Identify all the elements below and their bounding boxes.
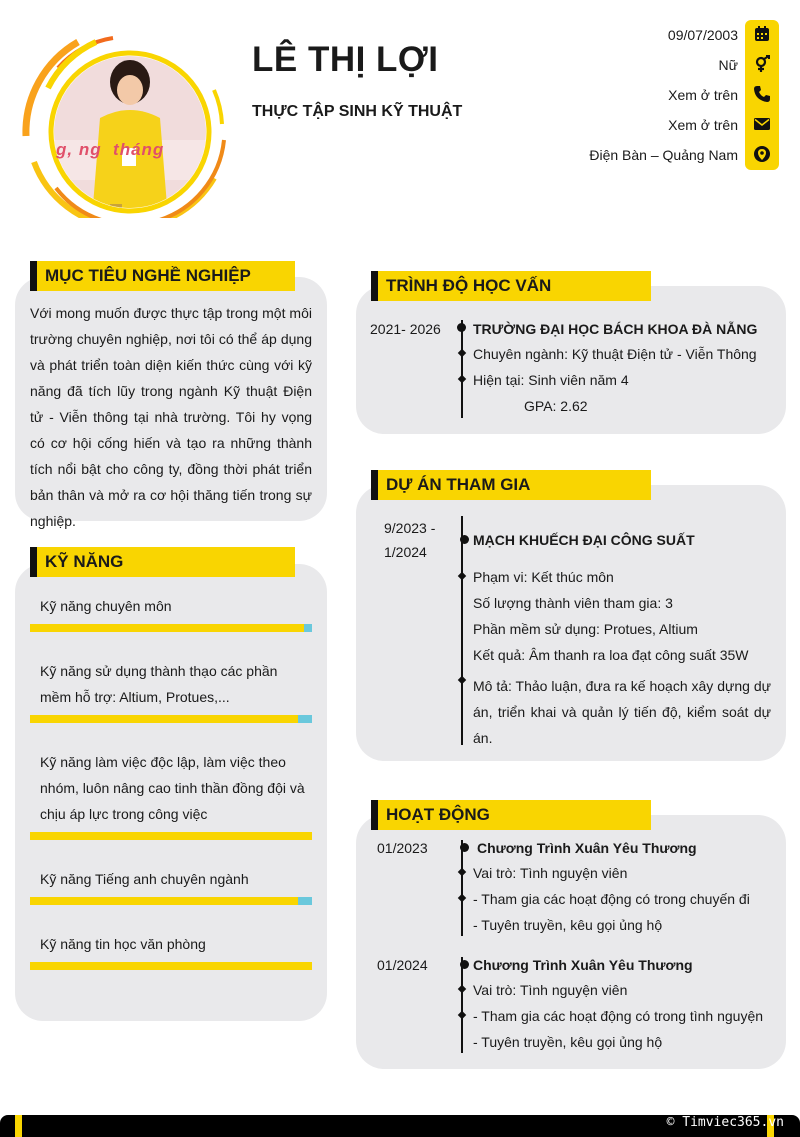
objective-heading: MỤC TIÊU NGHỀ NGHIỆP (30, 261, 295, 291)
skill-level-fill (30, 715, 298, 723)
skill-level-fill (30, 832, 312, 840)
phone-icon (753, 85, 771, 103)
location-icon (753, 145, 771, 163)
footer-bar (0, 1115, 800, 1137)
skill-level-fill (30, 962, 312, 970)
skill-label: Kỹ năng tin học văn phòng (40, 936, 206, 952)
project-date-start: 9/2023 - (384, 520, 436, 536)
job-title: THỰC TẬP SINH KỸ THUẬT (252, 103, 463, 120)
activity-date: 01/2023 (377, 840, 428, 856)
activity-line: - Tuyên truyền, kêu gọi ủng hộ (473, 917, 663, 933)
activity-line: - Tham gia các hoạt động có trong tình nguyện (473, 1008, 764, 1024)
activity-name: Chương Trình Xuân Yêu Thương (473, 957, 693, 973)
activity-date: 01/2024 (377, 957, 428, 973)
timeline-line (461, 840, 463, 936)
skill-bar (30, 624, 312, 632)
project-name: MẠCH KHUẾCH ĐẠI CÔNG SUẤT (473, 532, 695, 548)
project-line: Phần mềm sử dụng: Protues, Altium (473, 621, 698, 637)
contact-birthdate: 09/07/2003 (667, 27, 738, 43)
contact-phone: Xem ở trên (668, 87, 738, 103)
footer-accent (15, 1115, 22, 1137)
skill-bar (30, 962, 312, 970)
skill-label: Kỹ năng làm việc độc lập, làm việc theo nhóm, luôn nâng cao tinh thần đồng đội và chịu áp lực trong công việc (40, 754, 305, 822)
skill-bar (30, 897, 312, 905)
timeline-line (461, 516, 463, 745)
avatar (18, 28, 228, 218)
activity-line: Vai trò: Tình nguyện viên (473, 865, 628, 881)
mail-icon (753, 115, 771, 133)
copyright-text: © Timviec365.vn (666, 1115, 784, 1130)
timeline-dot (460, 535, 469, 544)
activity-line: Vai trò: Tình nguyện viên (473, 982, 628, 998)
education-line: Hiện tại: Sinh viên năm 4 (473, 372, 629, 388)
activity-line: - Tuyên truyền, kêu gọi ủng hộ (473, 1034, 663, 1050)
contact-email: Xem ở trên (668, 117, 738, 133)
project-description: Mô tả: Thảo luận, đưa ra kế hoạch xây dựng dự án, triển khai và quản lý tiến độ, kiểm soát dự án. (473, 678, 771, 746)
timeline-line (461, 320, 463, 418)
school-name: TRƯỜNG ĐẠI HỌC BÁCH KHOA ĐÀ NẴNG (473, 321, 758, 337)
skills-heading: KỸ NĂNG (30, 547, 295, 577)
education-gpa: GPA: 2.62 (524, 398, 588, 414)
gender-icon (753, 55, 771, 73)
objective-text: Với mong muốn được thực tập trong một môi trường chuyên nghiệp, nơi tôi có thể áp dụng và phát triển toàn diện kiến thức cùng với kỹ năng đã tích lũy trong ngành Kỹ thuật Điện tử - Viễn thông tại nhà trường. Tôi hy vọng có cơ hội cống hiến và tạo ra những thành tích nổi bật cho công ty, đồng thời phát triển bản thân và mở ra cơ hội thăng tiến trong sự nghiệp. (30, 305, 312, 529)
education-date: 2021- 2026 (370, 321, 441, 337)
candidate-name: LÊ THỊ LỢI (252, 40, 439, 79)
skill-label: Kỹ năng sử dụng thành thạo các phần mềm hỗ trợ: Altium, Protues,... (40, 663, 278, 705)
skill-bar (30, 832, 312, 840)
timeline-dot (460, 843, 469, 852)
activity-line: - Tham gia các hoạt động có trong chuyến đi (473, 891, 750, 907)
timeline-dot (457, 323, 466, 332)
project-line: Số lượng thành viên tham gia: 3 (473, 595, 673, 611)
contact-address: Điện Bàn – Quảng Nam (589, 147, 738, 163)
photo-caption: g, ng tháng (56, 140, 165, 159)
project-line: Kết quả: Âm thanh ra loa đạt công suất 35W (473, 647, 749, 663)
skill-level-fill (30, 624, 304, 632)
skill-level-fill (30, 897, 298, 905)
project-date-end: 1/2024 (384, 544, 427, 560)
activities-heading: HOẠT ĐỘNG (371, 800, 651, 830)
calendar-icon (753, 25, 771, 43)
skill-label: Kỹ năng Tiếng anh chuyên ngành (40, 871, 249, 887)
education-heading: TRÌNH ĐỘ HỌC VẤN (371, 271, 651, 301)
skill-label: Kỹ năng chuyên môn (40, 598, 172, 614)
education-line: Chuyên ngành: Kỹ thuật Điện tử - Viễn Thông (473, 346, 757, 362)
project-line: Phạm vi: Kết thúc môn (473, 569, 614, 585)
timeline-dot (460, 960, 469, 969)
activity-name: Chương Trình Xuân Yêu Thương (477, 840, 697, 856)
contact-gender: Nữ (718, 57, 738, 73)
skill-bar (30, 715, 312, 723)
contact-icon-bar (745, 20, 779, 170)
timeline-line (461, 957, 463, 1053)
projects-heading: DỰ ÁN THAM GIA (371, 470, 651, 500)
